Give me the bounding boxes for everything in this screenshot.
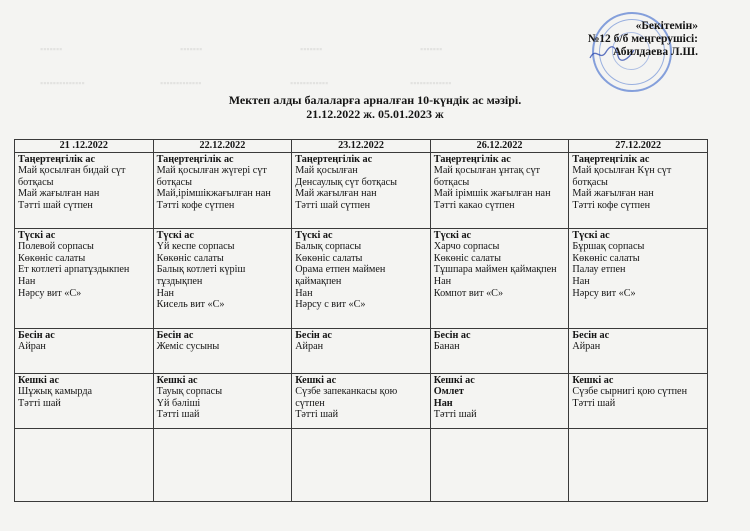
dish: Нәрсу вит «С» bbox=[572, 287, 636, 299]
dish: Тәтті шай bbox=[18, 397, 61, 409]
meal-header: Түскі ас bbox=[18, 229, 56, 241]
dish: Май қосылған жүгері сүт ботқасы bbox=[156, 165, 267, 188]
menu-table bbox=[14, 139, 708, 502]
meal-cell bbox=[292, 152, 431, 228]
dish: Май қосылған bbox=[295, 165, 358, 177]
meal-header: Кешкі ас bbox=[433, 374, 475, 386]
dish: Банан bbox=[433, 341, 460, 353]
approval-block bbox=[588, 20, 698, 59]
dish: Денсаулық сүт ботқасы bbox=[295, 176, 398, 188]
dish: Тәтті шай сүтпен bbox=[18, 199, 93, 211]
dish: Харчо сорпасы bbox=[433, 241, 500, 253]
dish: Тәтті шай сүтпен bbox=[295, 199, 371, 211]
dish: Тәтті шай bbox=[433, 409, 477, 421]
meal-header: Түскі ас bbox=[295, 229, 333, 241]
dish: Балық котлеті күріш тұздықпен bbox=[156, 264, 246, 287]
dish: Бұршақ сорпасы bbox=[572, 241, 645, 253]
dish: Май жағылған нан bbox=[295, 188, 377, 200]
dish: Нәрсу с вит «С» bbox=[295, 299, 366, 311]
dish: Шұжық камырда bbox=[18, 386, 93, 398]
dish: Тәтті шай bbox=[156, 409, 200, 421]
page-title bbox=[0, 93, 750, 121]
meal-header: Таңертеңгілік ас bbox=[433, 153, 511, 165]
dish: Кисель вит «С» bbox=[156, 299, 225, 311]
dish: Полевой сорпасы bbox=[18, 241, 94, 253]
meal-header: Бесін ас bbox=[572, 329, 610, 341]
meal-header: Кешкі ас bbox=[572, 374, 614, 386]
dinner-row bbox=[15, 373, 708, 428]
dish: Май жағылған нан bbox=[18, 188, 100, 200]
title-dates: 21.12.2022 ж. 05.01.2023 ж bbox=[306, 107, 444, 121]
empty-row bbox=[15, 428, 708, 501]
meal-header: Таңертеңгілік ас bbox=[156, 153, 234, 165]
empty-cell bbox=[430, 428, 569, 501]
dish: Тауық сорпасы bbox=[156, 386, 223, 398]
dish: Тәтті шай bbox=[295, 409, 339, 421]
dish: Сүзбе запеканкасы қою сүтпен bbox=[295, 386, 398, 409]
meal-cell bbox=[430, 373, 569, 428]
meal-header: Бесін ас bbox=[156, 329, 194, 341]
dish: Май ірімшік жағылған нан bbox=[433, 188, 551, 200]
meal-cell bbox=[569, 328, 708, 373]
approval-label: «Бекітемін» bbox=[635, 20, 698, 32]
meal-cell bbox=[15, 373, 154, 428]
snack-row bbox=[15, 328, 708, 373]
dish: Үй бәліші bbox=[156, 397, 201, 409]
meal-header: Таңертеңгілік ас bbox=[295, 153, 373, 165]
meal-cell bbox=[153, 373, 292, 428]
dish: Ет котлеті арпатұздыкпен bbox=[18, 264, 130, 276]
meal-header: Түскі ас bbox=[572, 229, 610, 241]
meal-cell bbox=[153, 152, 292, 228]
meal-cell bbox=[569, 228, 708, 328]
dish: Палау етпен bbox=[572, 264, 626, 276]
dish: Май қосылған бидай сүт ботқасы bbox=[18, 165, 126, 188]
meal-header: Кешкі ас bbox=[156, 374, 198, 386]
meal-cell bbox=[430, 228, 569, 328]
dish: Үй кеспе сорпасы bbox=[156, 241, 235, 253]
dish: Нан bbox=[572, 275, 590, 287]
meal-cell bbox=[153, 228, 292, 328]
meal-cell bbox=[430, 328, 569, 373]
meal-header: Бесін ас bbox=[18, 329, 55, 341]
title-main: Мектеп алды балаларға арналған 10-күндік ас мәзірі. bbox=[228, 93, 522, 107]
dish: Тәтті какао сүтпен bbox=[433, 199, 515, 211]
meal-header: Кешкі ас bbox=[295, 374, 337, 386]
meal-cell bbox=[569, 373, 708, 428]
meal-header: Таңертеңгілік ас bbox=[18, 153, 95, 165]
dish: Көкөніс салаты bbox=[18, 252, 86, 264]
bleed-through-background: ▪▪▪▪▪▪▪ ▪▪▪▪▪▪▪ ▪▪▪▪▪▪▪ ▪▪▪▪▪▪▪ ▪▪▪▪▪▪▪▪▪▪▪▪▪▪ ▪▪▪▪▪▪▪▪▪▪▪▪▪ ▪▪▪▪▪▪▪▪▪▪▪▪ ▪▪▪▪▪▪▪▪▪▪▪▪▪ bbox=[40, 44, 452, 88]
empty-cell bbox=[153, 428, 292, 501]
meal-cell bbox=[15, 228, 154, 328]
meal-cell bbox=[15, 328, 154, 373]
dish: Айран bbox=[18, 341, 46, 353]
dish: Балық сорпасы bbox=[295, 241, 362, 253]
date-header: 21 .12.2022 bbox=[15, 140, 154, 153]
dish: Май қосылған Күн сүт ботқасы bbox=[572, 165, 672, 188]
dish: Жеміс сусыны bbox=[156, 341, 220, 353]
meal-cell bbox=[292, 228, 431, 328]
dish: Тәтті кофе сүтпен bbox=[572, 199, 651, 211]
dish: Орама етпен маймен қаймақпен bbox=[295, 264, 386, 287]
dish: Нан bbox=[433, 275, 452, 287]
dish: Май жағылған нан bbox=[572, 188, 654, 200]
meal-cell bbox=[569, 152, 708, 228]
dish: Нәрсу вит «С» bbox=[18, 287, 82, 299]
dish: Көкөніс салаты bbox=[295, 252, 363, 264]
date-header-row bbox=[15, 140, 708, 153]
dish: Нан bbox=[156, 287, 174, 299]
approval-position: №12 б/б меңгерушісі: bbox=[587, 33, 698, 45]
meal-cell bbox=[430, 152, 569, 228]
meal-cell bbox=[153, 328, 292, 373]
empty-cell bbox=[15, 428, 154, 501]
meal-header: Түскі ас bbox=[433, 229, 472, 241]
approval-name: Абилдаева Л.Ш. bbox=[612, 46, 698, 58]
dish: Нан bbox=[295, 287, 313, 299]
dish: Нан bbox=[433, 397, 453, 409]
breakfast-row bbox=[15, 152, 708, 228]
meal-cell bbox=[15, 152, 154, 228]
dish: Май,ірімшікжағылған нан bbox=[156, 188, 271, 200]
dish: Нан bbox=[18, 275, 36, 287]
dish: Тұшпара маймен қаймақпен bbox=[433, 264, 557, 276]
dish: Компот вит «С» bbox=[433, 287, 504, 299]
dish: Айран bbox=[295, 341, 324, 353]
meal-cell bbox=[292, 373, 431, 428]
date-header: 22.12.2022 bbox=[153, 140, 292, 153]
meal-header: Түскі ас bbox=[156, 229, 194, 241]
lunch-row bbox=[15, 228, 708, 328]
dish: Омлет bbox=[433, 386, 464, 398]
empty-cell bbox=[569, 428, 708, 501]
meal-header: Бесін ас bbox=[433, 329, 471, 341]
meal-header: Таңертеңгілік ас bbox=[572, 153, 650, 165]
dish: Тәтті кофе сүтпен bbox=[156, 199, 235, 211]
meal-cell bbox=[292, 328, 431, 373]
date-header: 26.12.2022 bbox=[430, 140, 569, 153]
dish: Тәтті шай bbox=[572, 397, 616, 409]
empty-cell bbox=[292, 428, 431, 501]
dish: Көкөніс салаты bbox=[156, 252, 224, 264]
dish: Көкөніс салаты bbox=[572, 252, 640, 264]
dish: Айран bbox=[572, 341, 601, 353]
meal-header: Бесін ас bbox=[295, 329, 332, 341]
dish: Сүзбе сырнигі қою сүтпен bbox=[572, 386, 688, 398]
meal-header: Кешкі ас bbox=[18, 374, 59, 386]
dish: Май қосылған ұнтақ сүт ботқасы bbox=[433, 165, 541, 188]
date-header: 23.12.2022 bbox=[292, 140, 431, 153]
dish: Көкөніс салаты bbox=[433, 252, 501, 264]
date-header: 27.12.2022 bbox=[569, 140, 708, 153]
